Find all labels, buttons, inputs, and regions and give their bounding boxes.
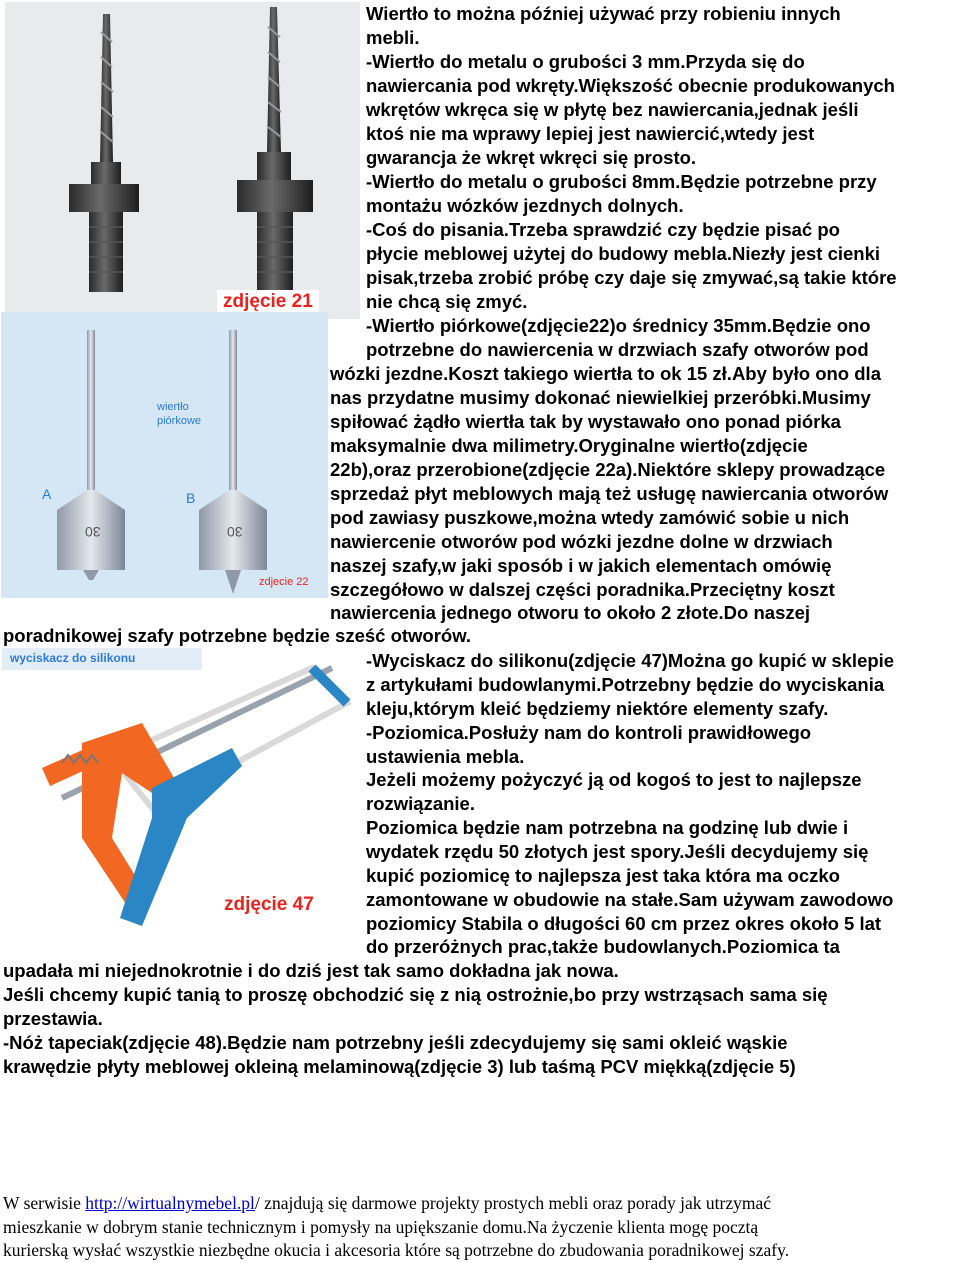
text-line: -Wiertło piórkowe(zdjęcie22)o średnicy 35mm.Będzie ono <box>366 315 871 336</box>
text-line: -Wiertło do metalu o grubości 8mm.Będzie potrzebne przy <box>366 171 877 192</box>
text-line: poziomicy Stabila o długości 60 cm przez okres około 5 lat <box>366 913 882 934</box>
text-line: 22b),oraz przerobione(zdjęcie 22a).Niektóre sklepy prowadzące <box>330 459 886 480</box>
text-line: spiłować żądło wiertła tak by wystawało ono ponad piórka <box>330 411 841 432</box>
text-line: nawiercania pod wkręty.Większość obecnie produkowanych <box>366 75 895 96</box>
text-line: wkrętów wkręca się w płytę bez nawiercania,jednak jeśli <box>366 99 859 120</box>
footer-line-3: kurierską wysłać wszystkie niezbędne okucia i akcesoria które są potrzebne do zbudowania poradnikowej szafy. <box>3 1240 790 1260</box>
text-line: -Wiertło do metalu o grubości 3 mm.Przyda się do <box>366 51 805 72</box>
photo-21-caption: zdjęcie 21 <box>217 290 319 314</box>
photo-21-drill-bits <box>5 2 360 319</box>
text-line: zamontowane w obudowie na stałe.Sam używam zawodowo <box>366 889 894 910</box>
text-line: rozwiązanie. <box>366 793 475 814</box>
text-line: pisak,trzeba zrobić próbę czy daje się zmywać,są takie które <box>366 267 897 288</box>
text-line: do przeróżnych prac,także budowlanych.Poziomica ta <box>366 936 840 957</box>
bit-b-marking: 30 <box>227 524 243 540</box>
spade-bit-tag <box>157 400 201 428</box>
bit-a-marking: 30 <box>85 524 101 540</box>
text-line: nawiercenia jednego otworu to około 2 złote.Do naszej <box>330 602 811 623</box>
text-line: sprzedaż płyt meblowych mają też usługę nawiercania otworów <box>330 483 889 504</box>
text-line: szczegółowo w dalszej części poradnika.Przeciętny koszt <box>330 579 835 600</box>
text-line: kupić poziomicę to najlepsza jest taka która ma oczko <box>366 865 840 886</box>
text-line: poradnikowej szafy potrzebne będzie sześć otworów. <box>3 625 472 646</box>
text-line: ustawienia mebla. <box>366 746 525 767</box>
text-line: przestawia. <box>3 1008 103 1029</box>
text-line: Poziomica będzie nam potrzebna na godzinę lub dwie i <box>366 817 849 838</box>
text-line: potrzebne do nawiercenia w drzwiach szafy otworów pod <box>366 339 869 360</box>
footer-line-1-rest: / znajdują się darmowe projekty prostych mebli oraz porady jak utrzymać <box>254 1193 772 1213</box>
text-line: pod zawiasy puszkowe,można wtedy zamówić sobie u nich <box>330 507 850 528</box>
spade-bit-tag-line1: wiertło <box>157 401 189 413</box>
text-line: Jeśli chcemy kupić tanią to proszę obchodzić się z nią ostrożnie,bo przy wstrząsach sama się <box>3 984 828 1005</box>
text-line: upadała mi niejednokrotnie i do dziś jest tak samo dokładna jak nowa. <box>3 960 619 981</box>
photo-22-spade-bits <box>1 312 328 598</box>
text-line: -Nóż tapeciak(zdjęcie 48).Będzie nam potrzebny jeśli zdecydujemy się sami okleić wąskie <box>3 1032 788 1053</box>
text-line: nas przydatne musimy dokonać niewielkiej przeróbki.Musimy <box>330 387 871 408</box>
text-line: montażu wózków jezdnych dolnych. <box>366 195 684 216</box>
text-line: ktoś nie ma wprawy lepiej jest nawiercić,wtedy jest <box>366 123 815 144</box>
label-a: A <box>42 486 52 502</box>
text-line: Jeżeli możemy pożyczyć ją od kogoś to jest to najlepsze <box>366 769 862 790</box>
text-line: kleju,którym kleić będziemy niektóre elementy szafy. <box>366 698 829 719</box>
text-line: wydatek rzędu 50 złotych jest spory.Jeśli decydujemy się <box>366 841 869 862</box>
drill-bits-illustration <box>5 2 360 319</box>
text-line: maksymalnie dwa milimetry.Oryginalne wiertło(zdjęcie <box>330 435 808 456</box>
text-line: z artykułami budowlanymi.Potrzebny będzie do wyciskania <box>366 674 885 695</box>
footer-prefix: W serwisie <box>3 1193 86 1213</box>
text-line: Wiertło to można później używać przy robieniu innych <box>366 3 841 24</box>
text-line: płycie meblowej użytej do budowy mebla.Niezły jest cienki <box>366 243 881 264</box>
photo-47-label: wyciskacz do silikonu <box>10 651 136 665</box>
text-line: nie chcą się zmyć. <box>366 291 528 312</box>
text-line: naszej szafy,w jaki sposób i w jakich elementach omówię <box>330 555 832 576</box>
text-line: krawędzie płyty meblowej okleiną melaminową(zdjęcie 3) lub taśmą PCV miękką(zdjęcie 5) <box>3 1056 796 1077</box>
photo-47-silicone-gun <box>2 648 358 938</box>
text-line: gwarancja że wkręt wkręci się prosto. <box>366 147 697 168</box>
spade-bit-tag-line2: piórkowe <box>157 415 202 427</box>
footer-line-2: mieszkanie w dobrym stanie technicznym i pomysły na upiększanie domu.Na życzenie klienta mogę pocztą <box>3 1217 759 1237</box>
text-line: -Poziomica.Posłuży nam do kontroli prawidłowego <box>366 722 812 743</box>
text-line: mebli. <box>366 27 420 48</box>
text-line: nawiercenie otworów pod wózki jezdne dolne w drzwiach <box>330 531 833 552</box>
text-line: -Wyciskacz do silikonu(zdjęcie 47)Można go kupić w sklepie <box>366 650 895 671</box>
photo-47-caption: zdjęcie 47 <box>224 894 314 915</box>
spade-bits-illustration <box>1 312 328 598</box>
label-b: B <box>186 490 196 506</box>
text-line: -Coś do pisania.Trzeba sprawdzić czy będzie pisać po <box>366 219 840 240</box>
footer-line-1 <box>3 1192 771 1216</box>
photo-22-caption: zdjecie 22 <box>259 576 309 588</box>
text-line: wózki jezdne.Koszt takiego wiertła to ok 15 zł.Aby było ono dla <box>330 363 881 384</box>
footer-site-link[interactable]: http://wirtualnymebel.pl <box>85 1193 255 1213</box>
